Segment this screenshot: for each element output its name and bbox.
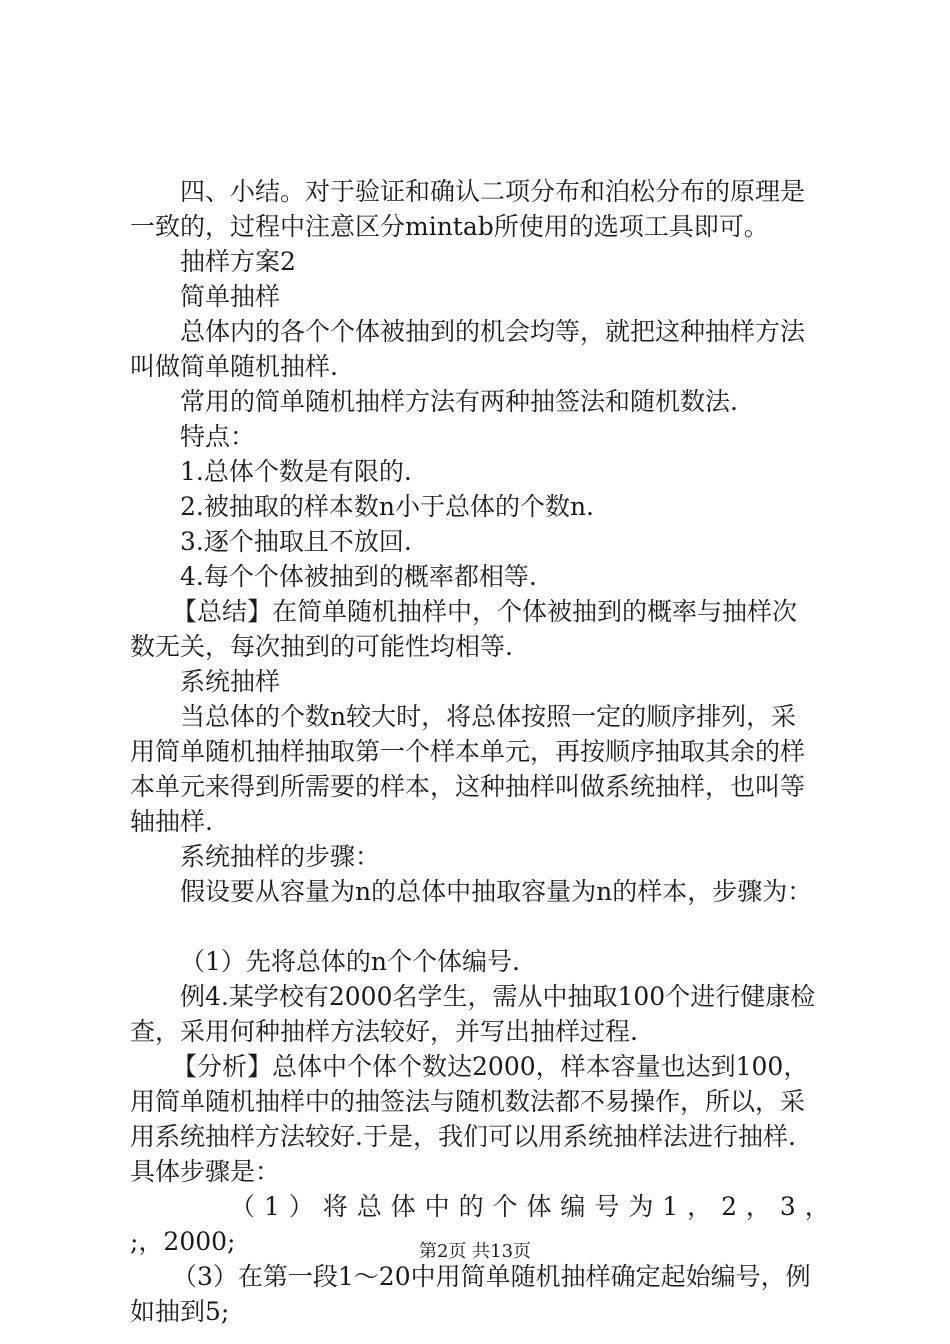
text-line: 【总结】在简单随机抽样中，个体被抽到的概率与抽样次	[172, 597, 798, 626]
text-line: 一致的，过程中注意区分mintab所使用的选项工具即可。	[130, 212, 769, 241]
text-line: 3.逐个抽取且不放回.	[180, 527, 412, 556]
text-line: 假设要从容量为n的总体中抽取容量为n的样本，步骤为：	[180, 877, 813, 906]
text-line: 系统抽样的步骤：	[180, 842, 381, 871]
spaced-char: （	[230, 1192, 256, 1221]
text-line: 查，采用何种抽样方法较好，并写出抽样过程.	[130, 1017, 638, 1046]
text-line: 四、小结。对于验证和确认二项分布和泊松分布的原理是	[180, 177, 806, 206]
text-line: 本单元来得到所需要的样本，这种抽样叫做系统抽样，也叫等	[130, 772, 806, 801]
text-line: 用简单随机抽样中的抽签法与随机数法都不易操作，所以，采	[130, 1087, 806, 1116]
text-line: 1.总体个数是有限的.	[180, 457, 412, 486]
text-line: （1）先将总体的n个个体编号.	[180, 947, 520, 976]
text-line: ;，2000;	[130, 1227, 236, 1256]
text-line: 2.被抽取的样本数n小于总体的个数n.	[180, 492, 595, 521]
spaced-char: 总	[356, 1192, 382, 1221]
text-line: 简单抽样	[180, 282, 281, 311]
text-line: 常用的简单随机抽样方法有两种抽签法和随机数法.	[180, 387, 738, 416]
spaced-char: ，	[687, 1192, 713, 1221]
spaced-char: 编	[560, 1192, 586, 1221]
spaced-char: 中	[424, 1192, 450, 1221]
text-line: 总体内的各个个体被抽到的机会均等，就把这种抽样方法	[180, 317, 806, 346]
spaced-char: 将	[322, 1192, 348, 1221]
text-line: 抽样方案2	[180, 247, 296, 276]
text-line: 【分析】总体中个体个数达2000，样本容量也达到100，	[172, 1052, 809, 1081]
text-line: 用简单随机抽样抽取第一个样本单元，再按顺序抽取其余的样	[130, 737, 806, 766]
text-line: 4.每个个体被抽到的概率都相等.	[180, 562, 537, 591]
spaced-char: 3	[779, 1192, 796, 1221]
text-line: 具体步骤是：	[130, 1157, 281, 1186]
spaced-char: 为	[628, 1192, 654, 1221]
text-line	[130, 1189, 830, 1224]
blank-line	[130, 909, 830, 944]
spaced-char: ，	[745, 1192, 771, 1221]
text-line: 轴抽样.	[130, 807, 213, 836]
spaced-char: 个	[492, 1192, 518, 1221]
document-body	[130, 174, 830, 1329]
spaced-char: 号	[594, 1192, 620, 1221]
text-line: 叫做简单随机抽样.	[130, 352, 338, 381]
spaced-char: 2	[721, 1192, 737, 1221]
text-line: 当总体的个数n较大时，将总体按照一定的顺序排列，采	[180, 702, 797, 731]
text-line: 数无关，每次抽到的可能性均相等.	[130, 632, 513, 661]
text-line: 如抽到5;	[130, 1297, 230, 1326]
spaced-char: 体	[526, 1192, 552, 1221]
spaced-char: ）	[288, 1192, 314, 1221]
spaced-char: 1	[662, 1192, 679, 1221]
spaced-char: 体	[390, 1192, 416, 1221]
text-line: 特点：	[180, 422, 256, 451]
text-line: 用系统抽样方法较好.于是，我们可以用系统抽样法进行抽样.	[130, 1122, 796, 1151]
text-line: （3）在第一段1～20中用简单随机抽样确定起始编号，例	[172, 1262, 811, 1291]
page-footer: 第2页 共13页	[418, 1241, 532, 1262]
spaced-char: ，	[804, 1192, 830, 1221]
spaced-char: 1	[263, 1192, 280, 1221]
spaced-char: 的	[458, 1192, 484, 1221]
text-line: 系统抽样	[180, 667, 281, 696]
text-line: 例4.某学校有2000名学生，需从中抽取100个进行健康检	[180, 982, 816, 1011]
